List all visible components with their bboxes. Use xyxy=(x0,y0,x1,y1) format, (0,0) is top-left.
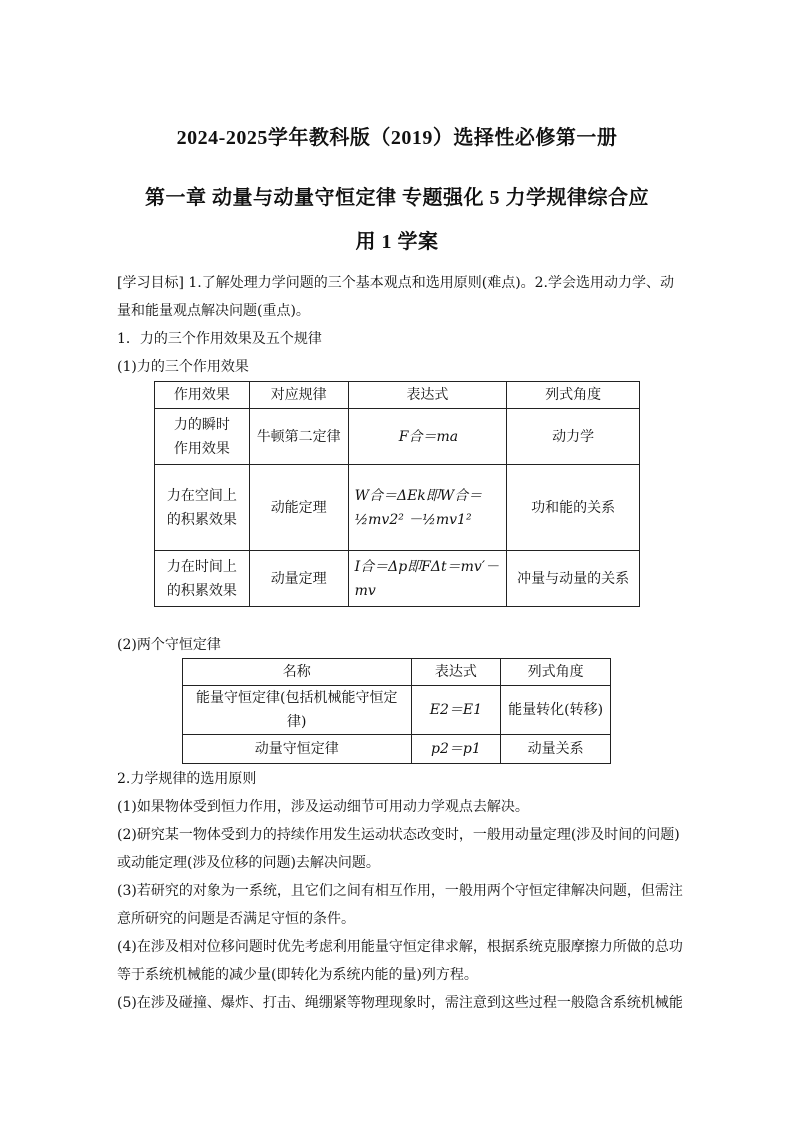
table-header: 列式角度 xyxy=(507,382,640,409)
table-header-row xyxy=(155,382,640,409)
table-header: 表达式 xyxy=(411,659,501,686)
table-row xyxy=(155,465,640,551)
expression-text: F合＝ma xyxy=(398,428,459,445)
table-row xyxy=(155,409,640,465)
effect-text: 的积累效果 xyxy=(166,582,237,599)
law-cell: 动量定理 xyxy=(249,551,348,607)
effect-text: 力在时间上 xyxy=(166,558,237,575)
conservation-laws-table xyxy=(182,658,611,764)
principle-2-line2: 或动能定理(涉及位移的问题)去解决问题。 xyxy=(117,855,380,871)
angle-cell: 动力学 xyxy=(507,409,640,465)
table-row xyxy=(183,686,611,735)
principle-3-line1: (3)若研究的对象为一系统，且它们之间有相互作用，一般用两个守恒定律解决问题，但需注 xyxy=(117,883,683,899)
principle-4-line2: 等于系统机械能的减少量(即转化为系统内能的量)列方程。 xyxy=(117,967,478,983)
principle-5-line1: (5)在涉及碰撞、爆炸、打击、绳绷紧等物理现象时，需注意到这些过程一般隐含系统机械能 xyxy=(117,995,683,1011)
effect-text: 力在空间上 xyxy=(166,487,237,504)
table-header: 名称 xyxy=(183,659,412,686)
name-cell: 能量守恒定律(包括机械能守恒定律) xyxy=(183,686,412,735)
law-cell: 牛顿第二定律 xyxy=(249,409,348,465)
table-header: 表达式 xyxy=(348,382,507,409)
angle-cell: 动量关系 xyxy=(501,735,611,764)
principle-4-line1: (4)在涉及相对位移问题时优先考虑利用能量守恒定律求解，根据系统克服摩擦力所做的总功 xyxy=(117,939,683,955)
expression-cell xyxy=(348,409,507,465)
expression-text: I合＝Δp即FΔt＝mv′－mv xyxy=(354,558,499,599)
angle-cell: 功和能的关系 xyxy=(507,465,640,551)
law-cell: 动能定理 xyxy=(249,465,348,551)
section1-heading: 1．力的三个作用效果及五个规律 xyxy=(117,331,322,347)
table-header-row xyxy=(183,659,611,686)
effect-text: 作用效果 xyxy=(173,440,230,457)
section2-heading: 2.力学规律的选用原则 xyxy=(117,771,257,787)
doc-title-line3: 用 1 学案 xyxy=(355,231,439,253)
table-row xyxy=(183,735,611,764)
name-cell: 动量守恒定律 xyxy=(183,735,412,764)
doc-title-line2: 第一章 动量与动量守恒定律 专题强化 5 力学规律综合应 xyxy=(145,187,649,209)
principle-2-line1: (2)研究某一物体受到力的持续作用发生运动状态改变时，一般用动量定理(涉及时间的问题) xyxy=(117,827,680,843)
angle-cell: 冲量与动量的关系 xyxy=(507,551,640,607)
three-effects-table xyxy=(154,381,640,607)
table-row xyxy=(155,551,640,607)
effect-cell xyxy=(155,551,250,607)
expression-cell: E2＝E1 xyxy=(411,686,501,735)
table-header: 列式角度 xyxy=(501,659,611,686)
section1-sub2: (2)两个守恒定律 xyxy=(117,637,221,653)
expression-cell xyxy=(348,465,507,551)
effect-text: 力的瞬时 xyxy=(173,416,230,433)
principle-3-line2: 意所研究的问题是否满足守恒的条件。 xyxy=(117,911,355,927)
effect-text: 的积累效果 xyxy=(166,511,237,528)
section1-sub1: (1)力的三个作用效果 xyxy=(117,359,249,375)
effect-cell xyxy=(155,409,250,465)
principle-1: (1)如果物体受到恒力作用，涉及运动细节可用动力学观点去解决。 xyxy=(117,799,529,815)
angle-cell: 能量转化(转移) xyxy=(501,686,611,735)
expression-text: W合＝ΔEk即W合＝½mv2² －½mv1² xyxy=(354,487,483,528)
objectives-line1: [学习目标] 1.了解处理力学问题的三个基本观点和选用原则(难点)。2.学会选用动力学、动 xyxy=(117,275,675,291)
table-header: 对应规律 xyxy=(249,382,348,409)
doc-title-line1: 2024-2025学年教科版（2019）选择性必修第一册 xyxy=(176,127,618,149)
expression-cell: p2＝p1 xyxy=(411,735,501,764)
table-header: 作用效果 xyxy=(155,382,250,409)
expression-cell xyxy=(348,551,507,607)
effect-cell xyxy=(155,465,250,551)
objectives-line2: 量和能量观点解决问题(重点)。 xyxy=(117,303,310,319)
